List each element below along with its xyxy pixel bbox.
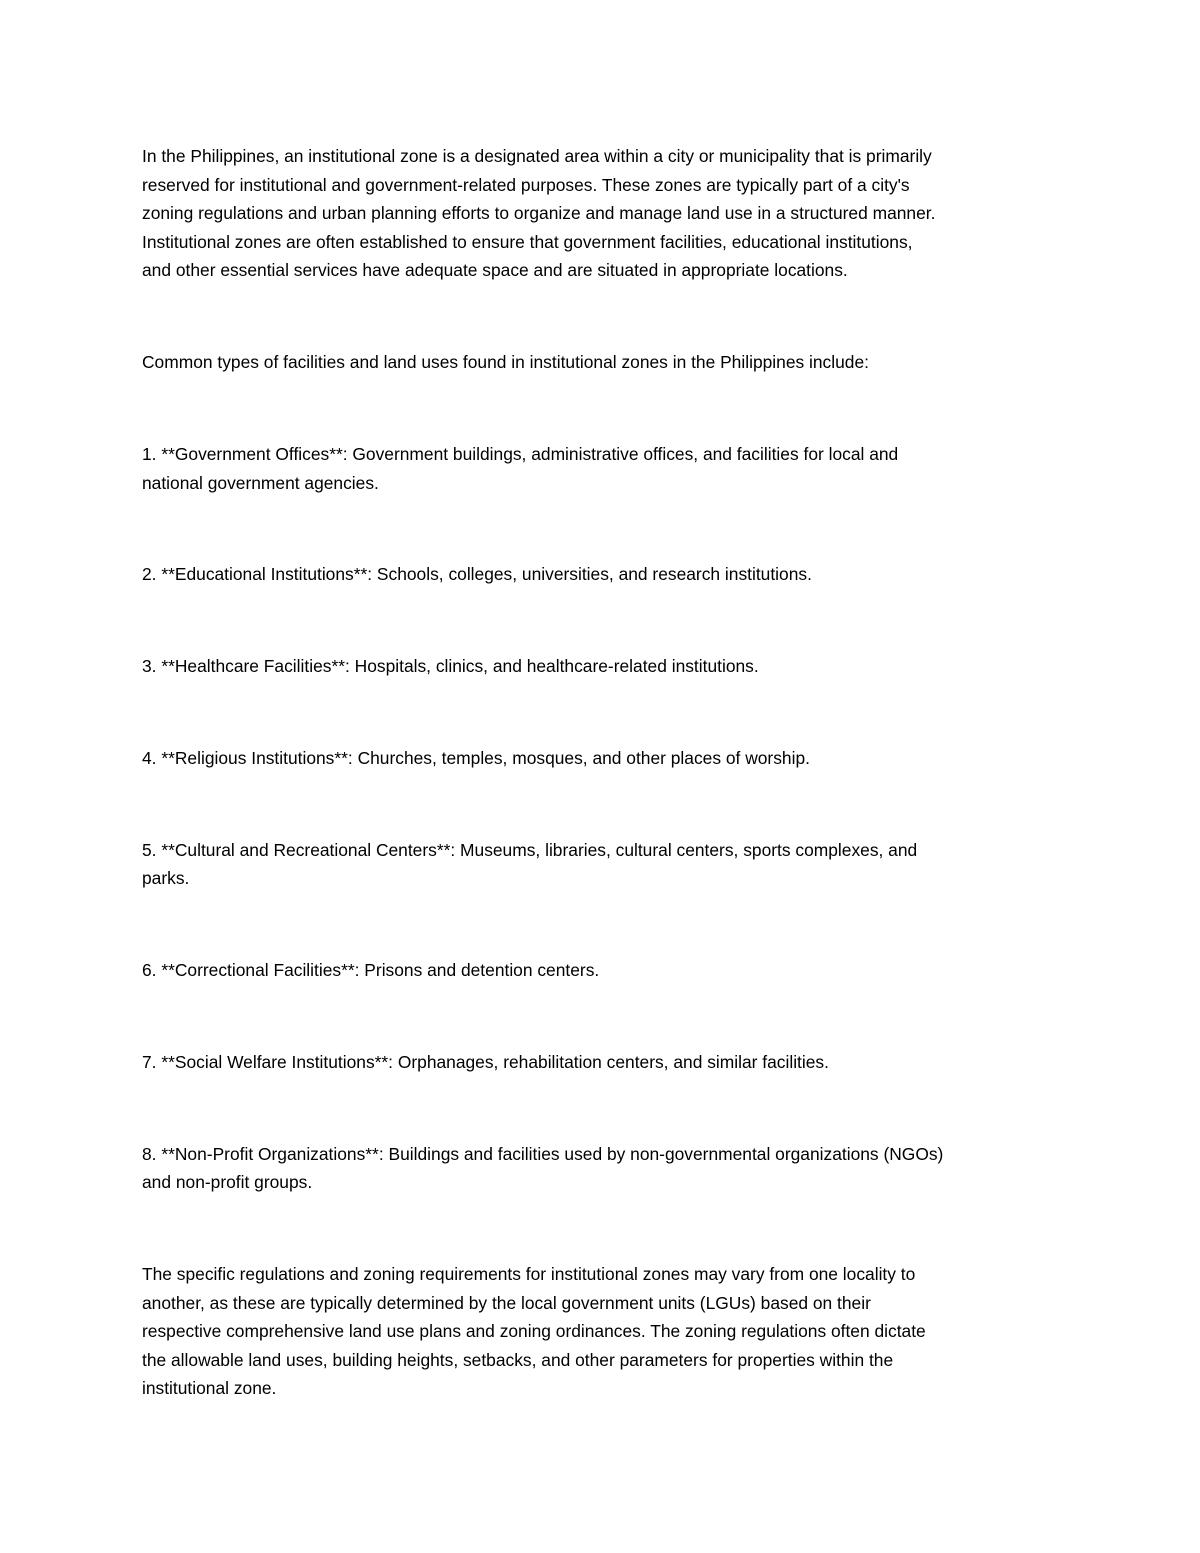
text-line: and other essential services have adequate space and are situated in appropriate locations.: [142, 260, 848, 281]
closing-paragraph: [142, 1260, 1067, 1403]
list-item-1: [142, 440, 1067, 497]
list-item-3: [142, 652, 1067, 681]
list-item-6: [142, 956, 1067, 985]
text-line: and non-profit groups.: [142, 1172, 313, 1193]
text-line: 2. **Educational Institutions**: Schools, colleges, universities, and research institutions.: [142, 564, 812, 585]
list-item-5: [142, 836, 1067, 893]
text-line: the allowable land uses, building heights, setbacks, and other parameters for properties within the: [142, 1349, 894, 1370]
list-item-4: [142, 744, 1067, 773]
list-item-7: [142, 1048, 1067, 1077]
text-line: Institutional zones are often established to ensure that government facilities, educational institutions,: [142, 231, 913, 252]
text-line: 4. **Religious Institutions**: Churches, temples, mosques, and other places of worship.: [142, 747, 810, 768]
text-line: institutional zone.: [142, 1378, 277, 1399]
list-item-2: [142, 560, 1067, 589]
intro-paragraph: [142, 142, 1067, 285]
text-line: zoning regulations and urban planning efforts to organize and manage land use in a structured manner.: [142, 203, 936, 224]
text-line: 8. **Non-Profit Organizations**: Buildings and facilities used by non-governmental organizations (NGOs): [142, 1143, 944, 1164]
list-item-8: [142, 1140, 1067, 1197]
text-line: The specific regulations and zoning requirements for institutional zones may vary from one locality to: [142, 1263, 916, 1284]
text-line: 6. **Correctional Facilities**: Prisons and detention centers.: [142, 960, 600, 981]
text-line: parks.: [142, 868, 190, 889]
list-intro-paragraph: [142, 348, 1067, 377]
text-line: 1. **Government Offices**: Government buildings, administrative offices, and facilities for local and: [142, 443, 899, 464]
text-line: respective comprehensive land use plans and zoning ordinances. The zoning regulations often dictate: [142, 1321, 926, 1342]
text-line: another, as these are typically determined by the local government units (LGUs) based on their: [142, 1292, 871, 1313]
text-line: 5. **Cultural and Recreational Centers**: Museums, libraries, cultural centers, sports complexes, and: [142, 839, 918, 860]
text-line: 3. **Healthcare Facilities**: Hospitals, clinics, and healthcare-related institutions.: [142, 656, 759, 677]
text-line: In the Philippines, an institutional zone is a designated area within a city or municipality that is primarily: [142, 146, 932, 166]
text-line: reserved for institutional and government-related purposes. These zones are typically part of a city's: [142, 174, 910, 195]
document-body: [142, 142, 1067, 1403]
text-line: Common types of facilities and land uses found in institutional zones in the Philippines include:: [142, 352, 869, 373]
text-line: 7. **Social Welfare Institutions**: Orphanages, rehabilitation centers, and similar facilities.: [142, 1051, 829, 1072]
text-line: national government agencies.: [142, 472, 379, 493]
